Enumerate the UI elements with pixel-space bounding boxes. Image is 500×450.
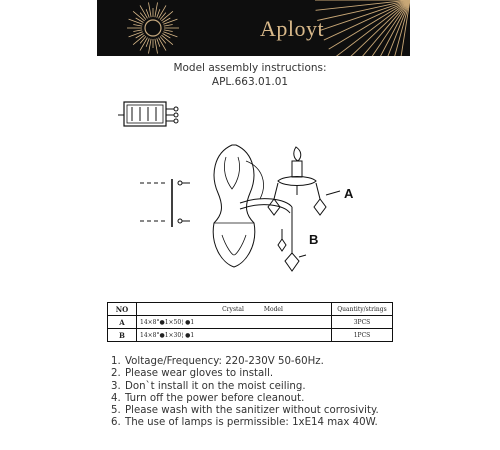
list-item-text: Please wash with the sanitizer without corrosivity. <box>125 405 379 417</box>
assembly-drawing <box>0 95 500 295</box>
brand-name: Aployt <box>260 16 325 41</box>
table-cell-qty: 3PCS <box>332 316 393 329</box>
table-header-model: Crystal Model <box>137 303 332 316</box>
crystal-table <box>107 302 393 342</box>
list-item <box>111 356 379 368</box>
crystal-a <box>268 183 340 215</box>
label-a: A <box>344 186 354 201</box>
list-item <box>111 368 379 380</box>
wiring-diagram <box>118 102 178 126</box>
table-cell-no: A <box>108 316 137 329</box>
back-plate <box>213 145 263 267</box>
model-number: APL.663.01.01 <box>211 76 289 88</box>
instructions-list <box>111 356 379 430</box>
list-item <box>111 405 379 417</box>
list-item-number: 4. <box>111 392 121 404</box>
list-item-text: The use of lamps is permissible: 1xE14 max 40W. <box>125 417 378 429</box>
table-cell-no: B <box>108 329 137 342</box>
list-item-number: 6. <box>111 417 121 429</box>
list-item <box>111 393 379 405</box>
list-item-number: 3. <box>111 380 121 392</box>
list-item <box>111 381 379 393</box>
list-item-text: Voltage/Frequency: 220-230V 50-60Hz. <box>125 356 324 367</box>
list-item-number: 1. <box>111 356 121 367</box>
table-row <box>108 329 393 342</box>
list-item-text: Please wear gloves to install. <box>125 368 274 380</box>
list-item <box>111 417 379 429</box>
page-title: Model assembly instructions: <box>173 62 327 74</box>
table-header-no: NO <box>108 303 137 316</box>
candle-holder <box>278 147 316 195</box>
title-block <box>0 61 500 89</box>
wall-mount <box>140 179 190 227</box>
list-item-text: Don`t install it on the moist ceiling. <box>125 380 306 392</box>
table-cell-model: 14×8°●1×30¦ ●1 <box>137 329 332 342</box>
table-cell-qty: 1PCS <box>332 329 393 342</box>
brand-banner <box>97 0 410 56</box>
list-item-number: 2. <box>111 368 121 380</box>
sunburst-icon <box>97 0 410 56</box>
table-cell-model: 14×8°●1×50¦ ●1 <box>137 316 332 329</box>
list-item-text: Turn off the power before cleanout. <box>125 392 305 404</box>
label-b: B <box>309 232 319 247</box>
list-item-number: 5. <box>111 405 121 417</box>
table-header-row <box>108 303 393 316</box>
table-header-qty: Quantity/strings <box>332 303 393 316</box>
table-row <box>108 316 393 329</box>
lamp-arm <box>240 199 292 245</box>
